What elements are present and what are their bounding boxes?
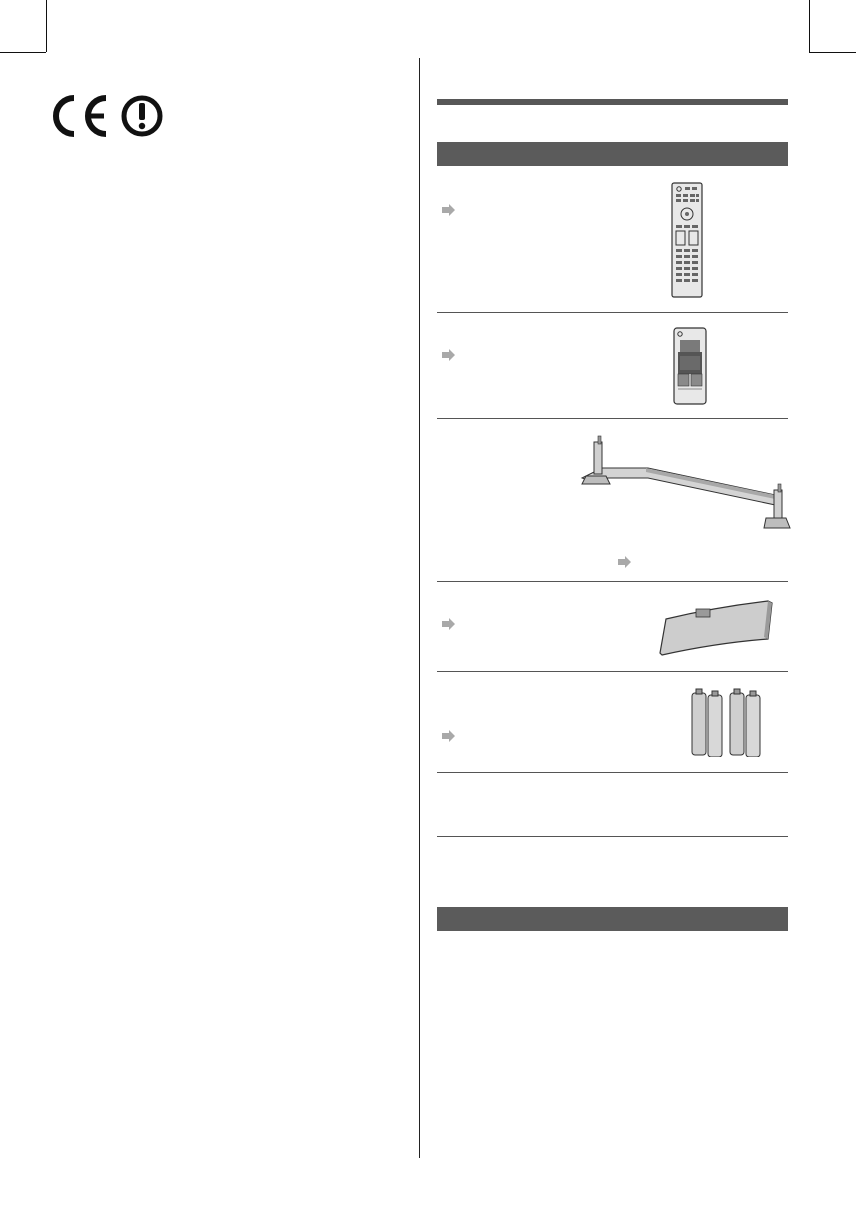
section-header-bar: [437, 907, 788, 931]
section-header-bar: [437, 142, 788, 166]
crop-mark: [46, 0, 47, 52]
crop-mark: [809, 52, 856, 53]
separator: [437, 836, 788, 837]
remote-control-icon: [671, 182, 703, 298]
pedestal-stand-icon: [580, 434, 792, 534]
arrow-right-icon: [442, 349, 456, 361]
crop-mark: [809, 0, 810, 52]
separator: [437, 581, 788, 582]
arrow-right-icon: [442, 204, 456, 216]
arrow-right-icon: [442, 618, 456, 630]
touchpad-remote-icon: [673, 327, 707, 405]
batteries-icon: [690, 685, 766, 757]
stand-cover-icon: [656, 599, 778, 657]
separator: [437, 418, 788, 419]
compliance-marks: [48, 94, 164, 138]
ce-mark-icon: [48, 94, 110, 138]
arrow-right-icon: [618, 556, 632, 568]
separator: [437, 671, 788, 672]
crop-mark: [0, 52, 46, 53]
column-divider: [419, 58, 420, 1158]
heading-rule: [437, 99, 788, 105]
arrow-right-icon: [442, 730, 456, 742]
separator: [437, 772, 788, 773]
alert-circle-icon: [120, 94, 164, 138]
separator: [437, 312, 788, 313]
